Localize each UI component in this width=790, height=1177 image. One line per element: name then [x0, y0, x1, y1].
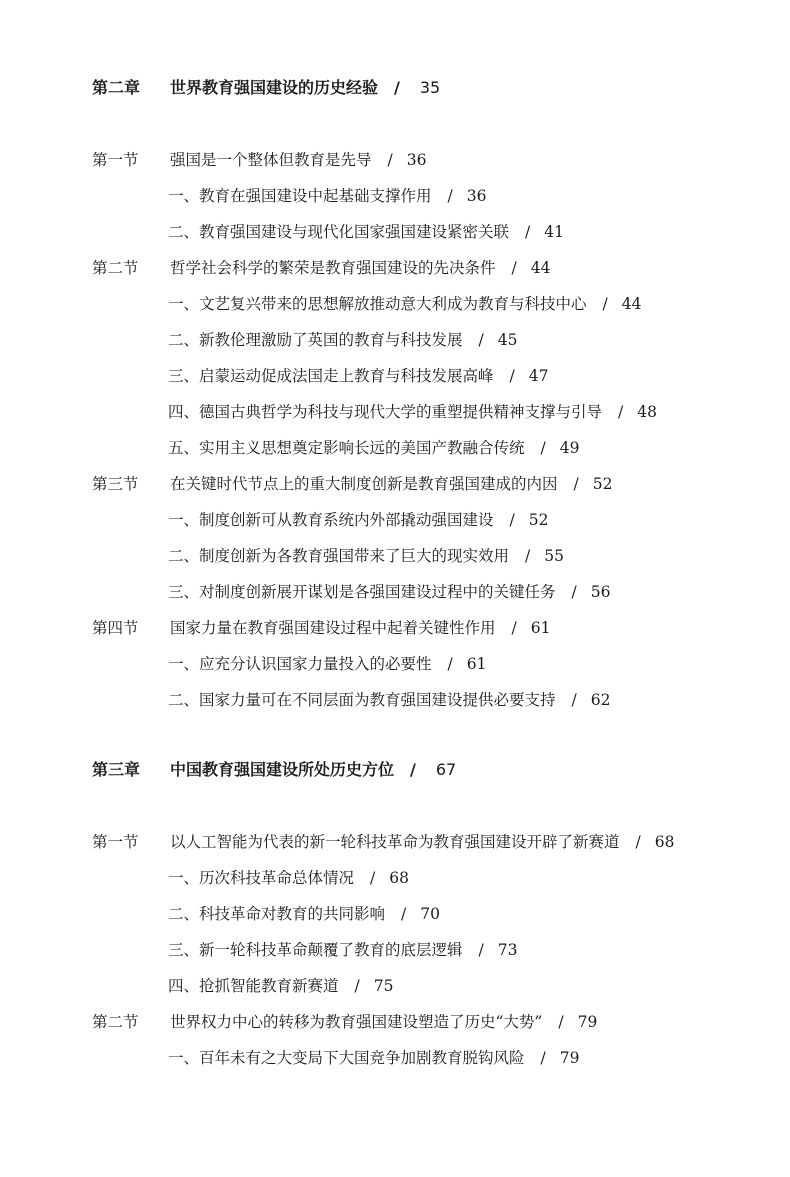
section-title: 世界权力中心的转移为教育强国建设塑造了历史“大势” — [170, 1013, 543, 1031]
toc-item[interactable] — [168, 582, 610, 602]
page-number: 45 — [497, 331, 518, 349]
toc-item[interactable] — [168, 510, 548, 530]
item-title: 一、历次科技革命总体情况 — [168, 869, 355, 887]
page-number: 73 — [497, 941, 518, 959]
toc-item[interactable] — [168, 330, 517, 350]
toc-section[interactable] — [92, 474, 612, 494]
item-title: 一、百年未有之大变局下大国竞争加剧教育脱钩风险 — [168, 1049, 525, 1067]
toc-item[interactable] — [168, 438, 579, 458]
section-title: 国家力量在教育强国建设过程中起着关键性作用 — [170, 619, 496, 637]
toc-section[interactable] — [92, 832, 674, 852]
page-separator: / — [447, 187, 453, 205]
page-separator: / — [540, 439, 546, 457]
chapter-title: 世界教育强国建设的历史经验 — [170, 78, 379, 97]
page-number: 79 — [577, 1013, 598, 1031]
section-label: 第二节 — [92, 1013, 139, 1031]
toc-section[interactable] — [92, 618, 550, 638]
chapter-label: 第二章 — [92, 78, 141, 97]
page-number: 36 — [466, 187, 487, 205]
page-number: 52 — [528, 511, 549, 529]
page-separator: / — [447, 655, 453, 673]
section-label: 第二节 — [92, 259, 139, 277]
page-separator: / — [540, 1049, 546, 1067]
page-separator: / — [401, 905, 407, 923]
page-separator: / — [509, 511, 515, 529]
page-separator: / — [618, 403, 624, 421]
page-number: 44 — [621, 295, 642, 313]
section-title: 强国是一个整体但教育是先导 — [170, 151, 372, 169]
item-title: 四、德国古典哲学为科技与现代大学的重塑提供精神支撑与引导 — [168, 403, 603, 421]
page-separator: / — [478, 331, 484, 349]
page-separator: / — [354, 977, 360, 995]
page-number: 67 — [435, 760, 457, 779]
page-number: 52 — [592, 475, 613, 493]
page-number: 44 — [530, 259, 551, 277]
toc-item[interactable] — [168, 1048, 579, 1068]
page-separator: / — [509, 367, 515, 385]
page-number: 47 — [528, 367, 549, 385]
section-title: 哲学社会科学的繁荣是教育强国建设的先决条件 — [170, 259, 496, 277]
item-title: 二、制度创新为各教育强国带来了巨大的现实效用 — [168, 547, 510, 565]
toc-section[interactable] — [92, 258, 550, 278]
toc-item[interactable] — [168, 976, 393, 996]
page-number: 35 — [419, 78, 441, 97]
toc-section[interactable] — [92, 1012, 597, 1032]
item-title: 三、对制度创新展开谋划是各强国建设过程中的关键任务 — [168, 583, 556, 601]
page-number: 55 — [544, 547, 564, 565]
chapter-title: 中国教育强国建设所处历史方位 — [170, 760, 395, 779]
chapter-label: 第三章 — [92, 760, 141, 779]
toc-chapter[interactable] — [92, 760, 456, 780]
page-separator: / — [635, 833, 641, 851]
section-label: 第三节 — [92, 475, 139, 493]
toc-item[interactable] — [168, 654, 486, 674]
toc-chapter[interactable] — [92, 78, 440, 98]
item-title: 二、新教伦理激励了英国的教育与科技发展 — [168, 331, 463, 349]
page-number: 68 — [389, 869, 409, 887]
page-number: 61 — [466, 655, 487, 673]
page-separator: / — [602, 295, 608, 313]
page-separator: / — [511, 259, 517, 277]
page-number: 61 — [530, 619, 551, 637]
page-separator: / — [511, 619, 517, 637]
item-title: 二、教育强国建设与现代化国家强国建设紧密关联 — [168, 223, 510, 241]
toc-item[interactable] — [168, 904, 440, 924]
section-title: 在关键时代节点上的重大制度创新是教育强国建成的内因 — [170, 475, 558, 493]
page-number: 41 — [544, 223, 564, 241]
page-separator: / — [394, 78, 400, 97]
page-number: 79 — [559, 1049, 580, 1067]
item-title: 三、启蒙运动促成法国走上教育与科技发展高峰 — [168, 367, 494, 385]
page-separator: / — [370, 869, 376, 887]
section-label: 第一节 — [92, 833, 139, 851]
item-title: 三、新一轮科技革命颠覆了教育的底层逻辑 — [168, 941, 463, 959]
toc-item[interactable] — [168, 222, 564, 242]
toc-item[interactable] — [168, 366, 548, 386]
page-number: 49 — [559, 439, 580, 457]
toc-item[interactable] — [168, 690, 610, 710]
page-number: 48 — [637, 403, 657, 421]
page-number: 62 — [590, 691, 611, 709]
page-separator: / — [478, 941, 484, 959]
section-title: 以人工智能为代表的新一轮科技革命为教育强国建设开辟了新赛道 — [170, 833, 620, 851]
toc-item[interactable] — [168, 294, 641, 314]
page-number: 36 — [406, 151, 427, 169]
item-title: 一、文艺复兴带来的思想解放推动意大利成为教育与科技中心 — [168, 295, 587, 313]
toc-item[interactable] — [168, 546, 564, 566]
item-title: 二、国家力量可在不同层面为教育强国建设提供必要支持 — [168, 691, 556, 709]
page-number: 70 — [420, 905, 440, 923]
item-title: 五、实用主义思想奠定影响长远的美国产教融合传统 — [168, 439, 525, 457]
page-separator: / — [573, 475, 579, 493]
item-title: 二、科技革命对教育的共同影响 — [168, 905, 386, 923]
page-separator: / — [558, 1013, 564, 1031]
toc-section[interactable] — [92, 150, 426, 170]
section-label: 第四节 — [92, 619, 139, 637]
item-title: 一、教育在强国建设中起基础支撑作用 — [168, 187, 432, 205]
page-separator: / — [387, 151, 393, 169]
item-title: 四、抢抓智能教育新赛道 — [168, 977, 339, 995]
toc-item[interactable] — [168, 940, 517, 960]
toc-item[interactable] — [168, 186, 486, 206]
page-number: 68 — [654, 833, 675, 851]
page-separator: / — [571, 583, 577, 601]
page-separator: / — [525, 223, 531, 241]
item-title: 一、应充分认识国家力量投入的必要性 — [168, 655, 432, 673]
page-separator: / — [410, 760, 416, 779]
toc-item[interactable] — [168, 402, 657, 422]
page-number: 56 — [590, 583, 611, 601]
section-label: 第一节 — [92, 151, 139, 169]
item-title: 一、制度创新可从教育系统内外部撬动强国建设 — [168, 511, 494, 529]
page-separator: / — [571, 691, 577, 709]
page-separator: / — [525, 547, 531, 565]
page-number: 75 — [373, 977, 394, 995]
toc-item[interactable] — [168, 868, 409, 888]
